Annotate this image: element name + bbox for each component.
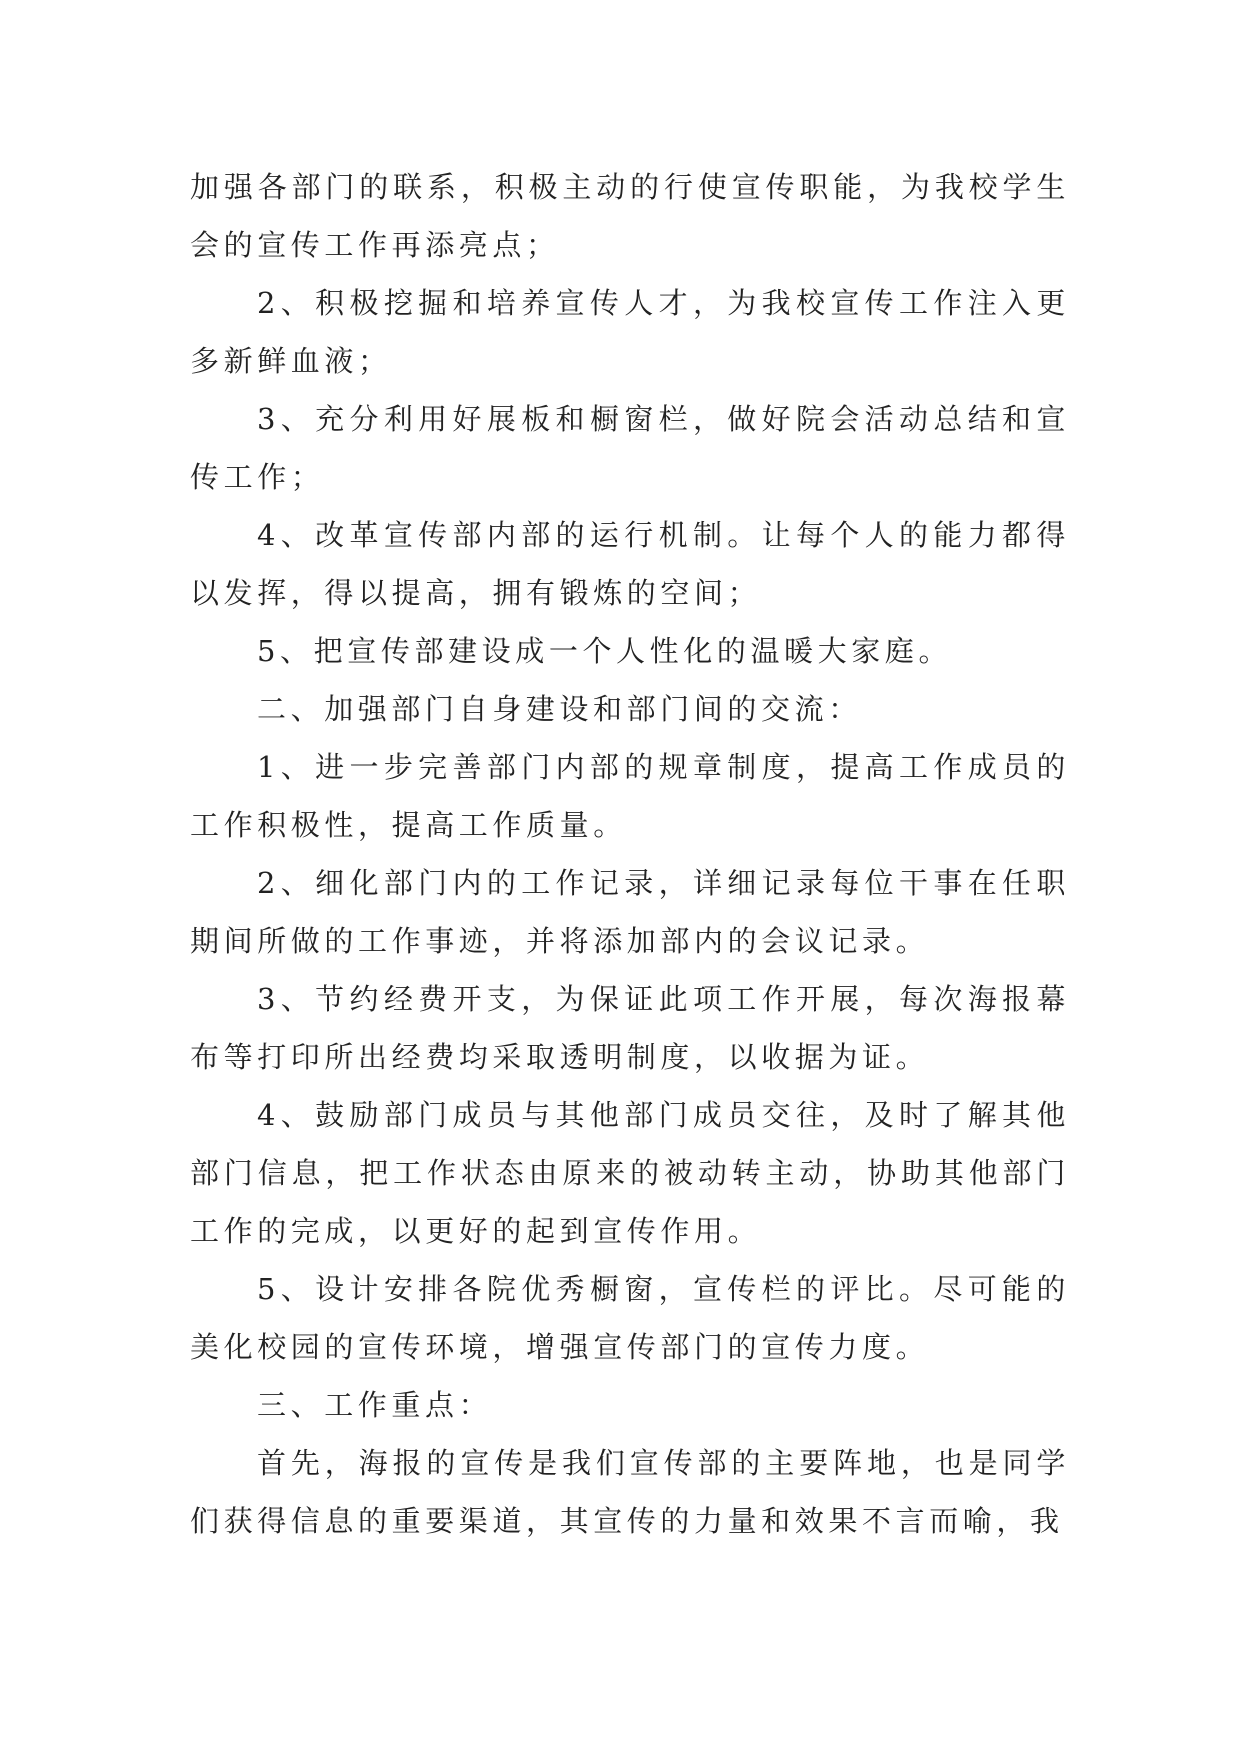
- paragraph-continued: 加强各部门的联系，积极主动的行使宣传职能，为我校学生会的宣传工作再添亮点；: [190, 170, 1070, 262]
- paragraph-item-4: 4、改革宣传部内部的运行机制。让每个人的能力都得以发挥，得以提高，拥有锻炼的空间；: [190, 518, 1070, 610]
- paragraph-item-2: 2、积极挖掘和培养宣传人才，为我校宣传工作注入更多新鲜血液；: [190, 286, 1070, 378]
- paragraph-section2-item-2: 2、细化部门内的工作记录，详细记录每位干事在任职期间所做的工作事迹，并将添加部内的会议记录。: [190, 866, 1070, 958]
- section-heading-3: 三、工作重点：: [257, 1388, 493, 1422]
- paragraph-section2-item-3: 3、节约经费开支，为保证此项工作开展，每次海报幕布等打印所出经费均采取透明制度，以收据为证。: [190, 982, 1070, 1074]
- paragraph-section2-item-4: 4、鼓励部门成员与其他部门成员交往，及时了解其他部门信息，把工作状态由原来的被动转主动，协助其他部门工作的完成，以更好的起到宣传作用。: [190, 1098, 1070, 1248]
- paragraph-item-5: 5、把宣传部建设成一个人性化的温暖大家庭。: [257, 634, 953, 668]
- paragraph-section2-item-1: 1、进一步完善部门内部的规章制度，提高工作成员的工作积极性，提高工作质量。: [190, 750, 1070, 842]
- paragraph-section2-item-5: 5、设计安排各院优秀橱窗，宣传栏的评比。尽可能的美化校园的宣传环境，增强宣传部门的宣传力度。: [190, 1272, 1070, 1364]
- document-body: [190, 158, 1070, 1550]
- section-heading-2: 二、加强部门自身建设和部门间的交流：: [257, 692, 862, 726]
- paragraph-section3-first: 首先，海报的宣传是我们宣传部的主要阵地，也是同学们获得信息的重要渠道，其宣传的力量和效果不言而喻，我: [190, 1446, 1070, 1538]
- paragraph-item-3: 3、充分利用好展板和橱窗栏，做好院会活动总结和宣传工作；: [190, 402, 1070, 494]
